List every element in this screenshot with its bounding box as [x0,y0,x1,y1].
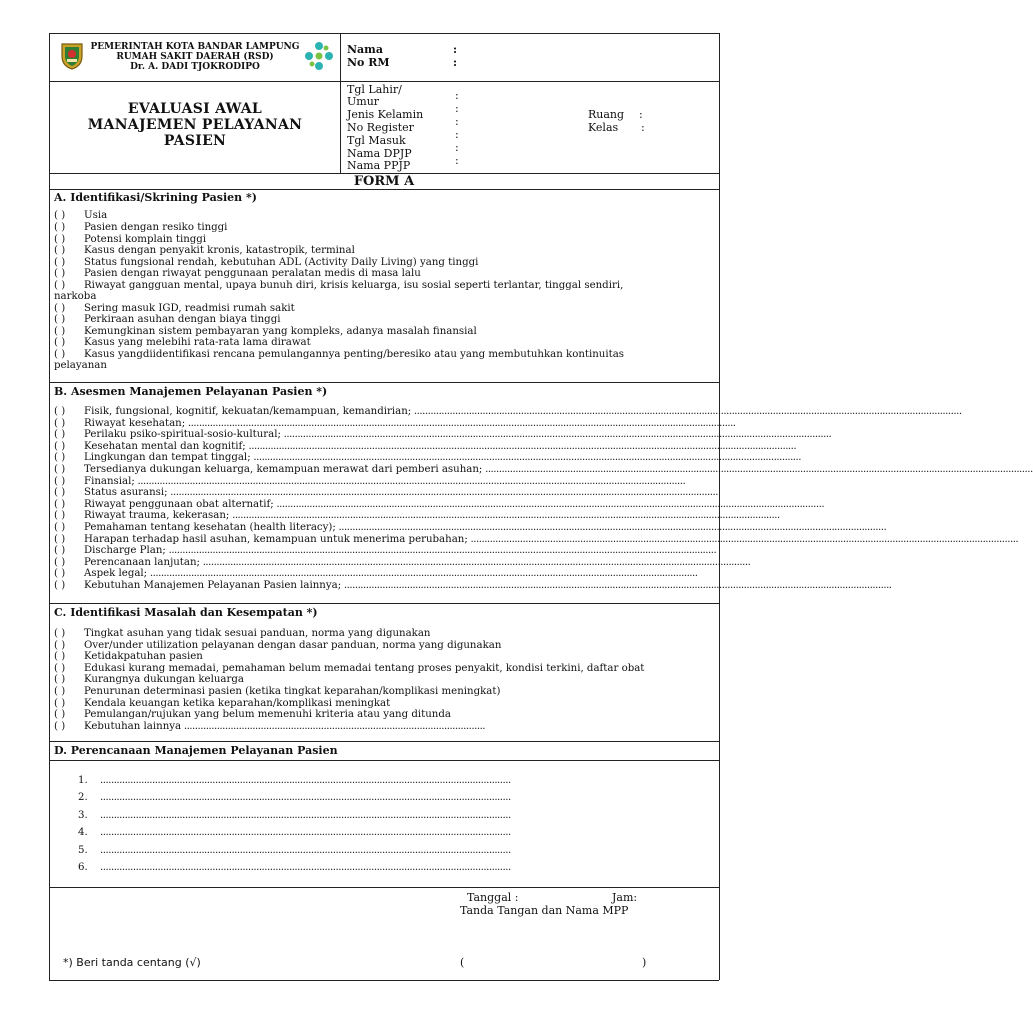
checkbox[interactable]: ( ) [54,475,66,487]
section-c-item[interactable] [54,709,451,721]
tanggal-label: Tanggal : [467,891,519,904]
checkbox[interactable]: ( ) [54,257,66,268]
checkbox[interactable]: ( ) [54,510,66,522]
patient-rm-colon: : [453,56,458,69]
section-b-item-label: Lingkungan dan tempat tinggal; [84,452,251,464]
section-b-item[interactable] [54,580,892,592]
field-nama-ppjp: Nama PPJP [347,159,411,172]
header-row-divider [49,81,719,82]
checkbox[interactable]: ( ) [54,337,66,348]
plan-row-number: 3. [78,809,88,821]
frame-bottom [49,980,719,981]
signature-label: Tanda Tangan dan Nama MPP [460,904,629,917]
org-line-1: PEMERINTAH KOTA BANDAR LAMPUNG [90,42,300,52]
section-b-item[interactable] [54,487,718,499]
jam-label: Jam: [612,891,638,904]
colon: : [455,154,459,167]
colon: : [455,128,459,141]
fill-in-line[interactable]: ........................................................................................................................................................................................................ [185,417,736,429]
section-b-item-label: Status asuransi; [84,487,168,499]
ruang-label: Ruang [588,108,625,121]
fill-in-line[interactable]: ........................................................................................................................................................................................................ [250,452,802,464]
fill-in-line[interactable]: ........................................................................................................................................................................................................ [280,429,832,441]
fill-in-line[interactable]: ...................................................................................................................................................... [100,862,511,873]
colon: : [455,115,459,128]
section-c-item-label: Tingkat asuhan yang tidak sesuai panduan, norma yang digunakan [84,628,431,639]
checkbox[interactable]: ( ) [54,452,66,464]
section-b-item-label: Riwayat penggunaan obat alternatif; [84,498,274,510]
patient-name-colon: : [453,43,458,56]
section-b-item[interactable] [54,452,802,464]
field-tgl-masuk: Tgl Masuk [347,134,406,147]
field-nama-dpjp: Nama DPJP [347,147,412,160]
checkbox[interactable]: ( ) [54,280,66,291]
plan-row-number: 4. [78,827,88,839]
fill-in-line[interactable]: ........................................................................................................................................................................................................ [134,475,686,487]
checkbox[interactable]: ( ) [54,522,66,533]
fill-in-line[interactable]: .............................................................................................................. [181,720,486,732]
section-b-item[interactable] [54,417,736,430]
section-a-item[interactable]: ( ) Pasien dengan resiko tinggi [54,222,228,233]
section-b-item-label: Riwayat kesehatan; [84,417,186,429]
section-c-item[interactable] [54,698,390,710]
section-b-item[interactable] [54,440,797,453]
form-heading-line-1: EVALUASI AWAL [127,101,263,117]
section-c-item[interactable] [54,674,244,686]
section-c-item[interactable] [54,663,644,675]
section-a-item[interactable]: ( ) Kasus yang melebihi rata-rata lama dirawat [54,337,311,348]
section-b-item[interactable] [54,498,825,511]
section-b-item-label: Harapan terhadap hasil asuhan, kemampuan untuk menerima perubahan; [84,533,468,545]
section-a-item-continuation: pelayanan [54,360,107,371]
form-title-bottom [49,189,719,190]
fill-in-line[interactable]: ...................................................................................................................................................... [100,827,511,839]
colon: : [455,89,459,102]
org-line-3: Dr. A. DADI TJOKRODIPO [130,62,260,72]
section-a-item[interactable]: ( ) Riwayat gangguan mental, upaya bunuh diri, krisis keluarga, isu sosial seperti terlantar, tinggal sendiri, [54,280,624,291]
section-c-item[interactable] [54,640,501,652]
section-c-item-label: Penurunan determinasi pasien (ketika tingkat keparahan/komplikasi meningkat) [84,686,501,697]
plan-row-number: 1. [78,775,88,786]
section-b-item[interactable] [54,522,887,534]
checkbox[interactable]: ( ) [54,349,66,360]
colon: : [455,141,459,154]
section-c-item-label: Kendala keuangan ketika keparahan/komplikasi meningkat [84,697,391,709]
section-d-inner-top [49,760,719,761]
section-c-item-label: Ketidakpatuhan pasien [84,651,203,663]
fill-in-line[interactable]: ........................................................................................................................................................................................................ [245,440,797,452]
checkbox[interactable]: ( ) [54,709,66,721]
section-c-item-label: Over/under utilization pelayanan dengan dasar panduan, norma yang digunakan [84,639,502,651]
checkbox[interactable]: ( ) [54,417,66,429]
section-c-title: C. Identifikasi Masalah dan Kesempatan *) [54,606,318,619]
checkbox[interactable]: ( ) [54,568,66,580]
field-umur: Umur [347,95,380,108]
frame-top [49,33,719,34]
plan-row[interactable] [78,827,511,839]
checkbox[interactable]: ( ) [54,662,66,674]
org-line-2: RUMAH SAKIT DAERAH (RSD) [116,52,274,62]
section-d-top [49,741,719,742]
section-a-item[interactable]: ( ) Kasus dengan penyakit kronis, katastropik, terminal [54,245,355,256]
footer-top [49,887,719,888]
field-tgl-lahir: Tgl Lahir/ [347,83,402,96]
section-b-item-label: Fisik, fungsional, kognitif, kekuatan/kemampuan, kemandirian; [84,406,412,417]
ruang-colon: : [639,108,643,121]
section-b-item[interactable] [54,545,717,557]
section-a-item[interactable]: ( ) Potensi komplain tinggi [54,234,207,245]
checkbox[interactable]: ( ) [54,628,66,639]
section-b-item-label: Perilaku psiko-spiritual-sosio-kultural; [84,429,281,441]
signature-paren-open: ( [460,956,465,969]
section-b-item[interactable] [54,406,962,418]
fill-in-line[interactable]: ........................................................................................................................................................................................................ [335,522,887,533]
checkbox[interactable]: ( ) [54,697,66,709]
section-b-item-label: Finansial; [84,475,135,487]
section-c-item-label: Kurangnya dukungan keluarga [84,674,244,686]
fill-in-line[interactable]: ........................................................................................................................................................................................................ [165,545,717,557]
section-b-item[interactable] [54,510,780,522]
section-b-item-label: Discharge Plan; [84,545,166,557]
checkbox[interactable]: ( ) [54,651,66,663]
section-a-title: A. Identifikasi/Skrining Pasien *) [54,191,257,204]
colon: : [455,102,459,115]
section-b-item[interactable] [54,556,751,569]
fill-in-line[interactable]: ...................................................................................................................................................... [100,809,511,821]
section-b-item-label: Kebutuhan Manajemen Pelayanan Pasien lainnya; [84,580,342,591]
section-b-item[interactable] [54,568,714,580]
section-b-item-label: Pemahaman tentang kesehatan (health literacy); [84,522,336,533]
checkbox[interactable]: ( ) [54,498,66,510]
fill-in-line[interactable]: ...................................................................................................................................................... [100,792,511,804]
section-d-title: D. Perencanaan Manajemen Pelayanan Pasien [54,744,338,757]
section-b-item-label: Tersedianya dukungan keluarga, kemampuan merawat dari pemberi asuhan; [84,464,483,475]
section-a-item[interactable]: ( ) Status fungsional rendah, kebutuhan ADL (Activity Daily Living) yang tinggi [54,257,479,268]
form-heading-line-2: MANAJEMEN PELAYANAN [87,117,303,133]
checkbox[interactable]: ( ) [54,720,66,732]
plan-row[interactable] [78,775,511,787]
fill-in-line[interactable]: ........................................................................................................................................................................................................ [273,498,825,510]
checkbox[interactable]: ( ) [54,580,66,591]
section-c-item-label: Edukasi kurang memadai, pemahaman belum memadai tentang proses penyakit, kondisi terkini, daftar obat [84,662,645,674]
section-c-top [49,603,719,604]
checkbox[interactable]: ( ) [54,326,66,337]
kelas-colon: : [641,121,645,134]
fill-in-line[interactable]: ........................................................................................................................................................................................................ [229,510,780,522]
section-b-item-label: Perencanaan lanjutan; [84,556,200,568]
plan-row-number: 5. [78,844,88,856]
fill-in-line[interactable]: ........................................................................................................................................................................................................ [482,464,1033,475]
checkbox[interactable]: ( ) [54,674,66,686]
checkbox[interactable]: ( ) [54,487,66,499]
checkbox[interactable]: ( ) [54,210,66,221]
plan-row[interactable] [78,845,511,857]
fill-in-line[interactable]: ........................................................................................................................................................................................................ [467,533,1019,545]
checkbox[interactable]: ( ) [54,533,66,545]
section-b-item[interactable] [54,464,1033,476]
checkbox[interactable]: ( ) [54,222,66,233]
health-ministry-logo [303,40,335,72]
fill-in-line[interactable]: ........................................................................................................................................................................................................ [411,406,962,417]
fill-in-line[interactable]: ...................................................................................................................................................... [100,844,511,856]
section-b-item[interactable] [54,476,714,488]
patient-name-label: Nama [347,43,383,56]
section-b-title: B. Asesmen Manajemen Pelayanan Pasien *) [54,385,328,398]
section-c-item[interactable] [54,686,500,698]
section-a-item[interactable]: ( ) Usia [54,210,108,221]
section-a-item[interactable]: ( ) Sering masuk IGD, readmisi rumah sakit [54,303,295,314]
checkbox[interactable]: ( ) [54,686,66,697]
section-a-item-continuation: narkoba [54,291,97,302]
header-divider [340,33,341,173]
section-c-item[interactable] [54,628,430,640]
plan-row[interactable] [78,862,511,874]
checkbox[interactable]: ( ) [54,545,66,557]
section-b-item-label: Aspek legal; [84,568,148,580]
signature-paren-close: ) [642,956,647,969]
section-c-item[interactable] [54,721,485,733]
plan-row[interactable] [78,792,511,804]
form-heading-line-3: PASIEN [163,133,227,149]
city-emblem-logo [58,40,86,70]
section-b-item-label: Riwayat trauma, kekerasan; [84,510,230,522]
checkbox[interactable]: ( ) [54,429,66,441]
plan-row-number: 6. [78,862,88,873]
checkbox[interactable]: ( ) [54,314,66,325]
fill-in-line[interactable]: ........................................................................................................................................................................................................ [167,487,718,499]
fill-in-line[interactable]: ...................................................................................................................................................... [100,775,511,786]
section-b-item[interactable] [54,533,1019,546]
checkbox[interactable]: ( ) [54,268,66,279]
field-jenis-kelamin: Jenis Kelamin [347,108,424,121]
kelas-label: Kelas [588,121,619,134]
section-a-item[interactable]: ( ) Perkiraan asuhan dengan biaya tinggi [54,314,281,325]
section-b-item[interactable] [54,429,832,441]
checkbox[interactable]: ( ) [54,440,66,452]
section-a-item[interactable]: ( ) Kasus yangdiidentifikasi rencana pemulangannya penting/beresiko atau yang membutuhkan kontinuitas [54,349,625,360]
plan-row[interactable] [78,810,511,822]
section-b-item-label: Kesehatan mental dan kognitif; [84,440,246,452]
field-no-register: No Register [347,121,414,134]
section-c-item-label: Kebutuhan lainnya [84,720,182,732]
checkbox[interactable]: ( ) [54,406,66,417]
section-a-item[interactable]: ( ) Pasien dengan riwayat penggunaan peralatan medis di masa lalu [54,268,421,279]
section-b-top [49,382,719,383]
section-a-item[interactable]: ( ) Kemungkinan sistem pembayaran yang kompleks, adanya masalah finansial [54,326,477,337]
plan-row-number: 2. [78,792,88,804]
form-type-title: FORM A [353,174,415,189]
fill-in-line[interactable]: ........................................................................................................................................................................................................ [147,568,698,580]
section-c-item-label: Pemulangan/rujukan yang belum memenuhi kriteria atau yang ditunda [84,709,451,721]
checkmark-note: *) Beri tanda centang (√) [63,956,201,969]
fill-in-line[interactable]: ........................................................................................................................................................................................................ [199,556,751,568]
checkbox[interactable]: ( ) [54,303,66,314]
section-c-item[interactable] [54,651,203,663]
checkbox[interactable]: ( ) [54,245,66,256]
checkbox[interactable]: ( ) [54,234,66,245]
checkbox[interactable]: ( ) [54,464,66,475]
fill-in-line[interactable]: ........................................................................................................................................................................................................ [341,580,892,591]
patient-rm-label: No RM [347,56,390,69]
checkbox[interactable]: ( ) [54,556,66,568]
checkbox[interactable]: ( ) [54,639,66,651]
